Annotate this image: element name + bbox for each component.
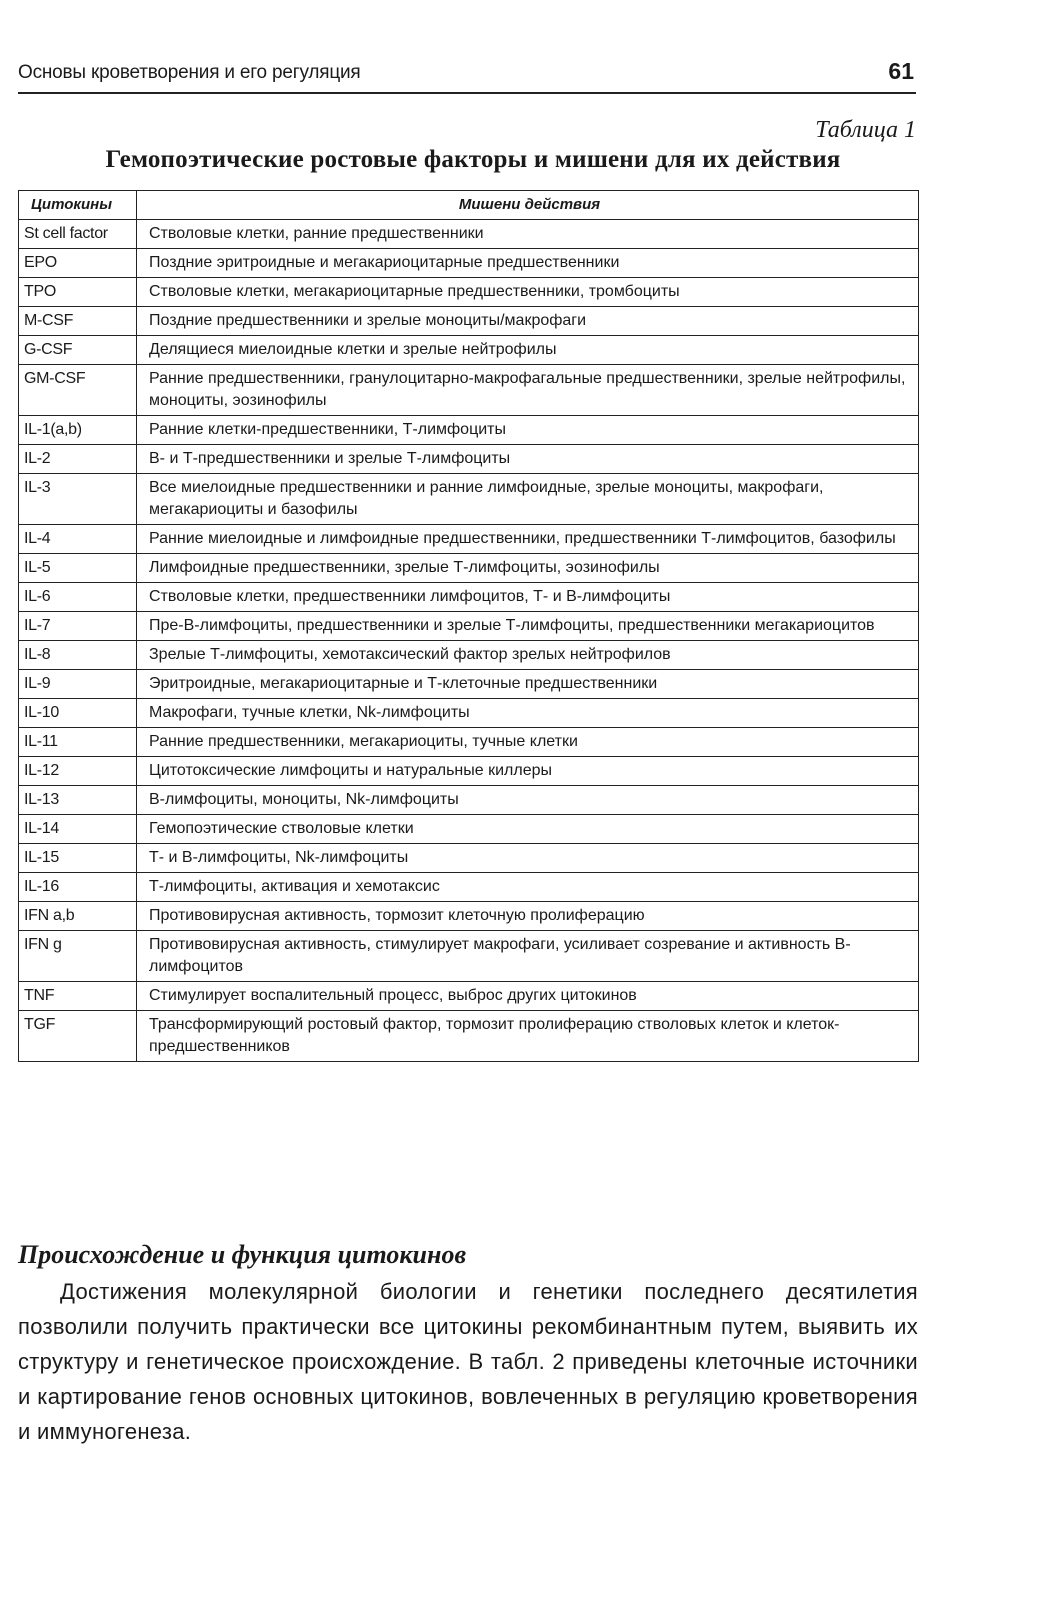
target-cell: Стимулирует воспалительный процесс, выброс других цитокинов bbox=[137, 982, 919, 1011]
cytokine-cell: IL-6 bbox=[19, 583, 137, 612]
table-body bbox=[19, 220, 919, 1062]
cytokine-cell: TGF bbox=[19, 1011, 137, 1062]
cytokine-cell: IL-8 bbox=[19, 641, 137, 670]
table-row bbox=[19, 278, 919, 307]
table-caption: Таблица 1 bbox=[815, 117, 916, 143]
table-row bbox=[19, 699, 919, 728]
cytokine-cell: St cell factor bbox=[19, 220, 137, 249]
cytokine-cell: GM-CSF bbox=[19, 365, 137, 416]
target-cell: Т-лимфоциты, активация и хемотаксис bbox=[137, 873, 919, 902]
cytokine-cell: IL-7 bbox=[19, 612, 137, 641]
target-cell: Трансформирующий ростовый фактор, тормозит пролиферацию стволовых клеток и клеток-предшественников bbox=[137, 1011, 919, 1062]
cytokine-cell: IL-16 bbox=[19, 873, 137, 902]
cytokine-cell: IL-13 bbox=[19, 786, 137, 815]
table-row bbox=[19, 416, 919, 445]
target-cell: Цитотоксические лимфоциты и натуральные киллеры bbox=[137, 757, 919, 786]
target-cell: Ранние миелоидные и лимфоидные предшественники, предшественники Т-лимфоцитов, базофилы bbox=[137, 525, 919, 554]
target-cell: Делящиеся миелоидные клетки и зрелые нейтрофилы bbox=[137, 336, 919, 365]
target-cell: Стволовые клетки, мегакариоцитарные предшественники, тромбоциты bbox=[137, 278, 919, 307]
cytokine-cell: IL-3 bbox=[19, 474, 137, 525]
cytokine-cell: IL-12 bbox=[19, 757, 137, 786]
table-row bbox=[19, 844, 919, 873]
target-cell: Все миелоидные предшественники и ранние лимфоидные, зрелые моноциты, макрофаги, мегакариоциты и базофилы bbox=[137, 474, 919, 525]
target-cell: Т- и В-лимфоциты, Nk-лимфоциты bbox=[137, 844, 919, 873]
target-cell: Макрофаги, тучные клетки, Nk-лимфоциты bbox=[137, 699, 919, 728]
running-title: Основы кроветворения и его регуляция bbox=[18, 62, 361, 83]
cytokine-cell: IL-15 bbox=[19, 844, 137, 873]
table-row bbox=[19, 445, 919, 474]
table-row bbox=[19, 815, 919, 844]
cytokine-cell: IL-2 bbox=[19, 445, 137, 474]
cytokine-cell: G-CSF bbox=[19, 336, 137, 365]
target-cell: Ранние предшественники, гранулоцитарно-макрофагальные предшественники, зрелые нейтрофилы, моноциты, эозинофилы bbox=[137, 365, 919, 416]
body-paragraph: Достижения молекулярной биологии и генетики последнего десятилетия позволили получить практически все цитокины рекомбинантным путем, выявить их структуру и генетическое происхождение. В табл. 2 приведены клеточные источники и картирование генов основных цитокинов, вовлеченных в регуляцию кроветворения и иммуногенеза. bbox=[18, 1279, 918, 1444]
table-row bbox=[19, 728, 919, 757]
target-cell: Пре-В-лимфоциты, предшественники и зрелые Т-лимфоциты, предшественники мегакариоцитов bbox=[137, 612, 919, 641]
cytokine-cell: IL-14 bbox=[19, 815, 137, 844]
table-row bbox=[19, 336, 919, 365]
target-cell: Ранние предшественники, мегакариоциты, тучные клетки bbox=[137, 728, 919, 757]
target-cell: Гемопоэтические стволовые клетки bbox=[137, 815, 919, 844]
cytokine-cell: IL-4 bbox=[19, 525, 137, 554]
table-row bbox=[19, 670, 919, 699]
table-row bbox=[19, 249, 919, 278]
cytokine-cell: IL-1(a,b) bbox=[19, 416, 137, 445]
cytokine-cell: TNF bbox=[19, 982, 137, 1011]
table-row bbox=[19, 474, 919, 525]
target-cell: Противовирусная активность, тормозит клеточную пролиферацию bbox=[137, 902, 919, 931]
target-cell: Стволовые клетки, ранние предшественники bbox=[137, 220, 919, 249]
target-cell: Зрелые Т-лимфоциты, хемотаксический фактор зрелых нейтрофилов bbox=[137, 641, 919, 670]
cytokine-cell: M-CSF bbox=[19, 307, 137, 336]
table-row bbox=[19, 554, 919, 583]
table-row bbox=[19, 982, 919, 1011]
running-header bbox=[18, 58, 916, 94]
cytokine-cell: IL-11 bbox=[19, 728, 137, 757]
cytokine-cell: IFN g bbox=[19, 931, 137, 982]
table-row bbox=[19, 902, 919, 931]
table-row bbox=[19, 786, 919, 815]
section-heading: Происхождение и функция цитокинов bbox=[18, 1240, 467, 1269]
target-cell: Противовирусная активность, стимулирует макрофаги, усиливает созревание и активность В-лимфоцитов bbox=[137, 931, 919, 982]
target-cell: В-лимфоциты, моноциты, Nk-лимфоциты bbox=[137, 786, 919, 815]
cytokine-table bbox=[18, 190, 919, 1062]
table-row bbox=[19, 307, 919, 336]
target-cell: Поздние эритроидные и мегакариоцитарные предшественники bbox=[137, 249, 919, 278]
table-row bbox=[19, 757, 919, 786]
page-number: 61 bbox=[888, 58, 914, 84]
target-cell: Поздние предшественники и зрелые моноциты/макрофаги bbox=[137, 307, 919, 336]
cytokine-cell: IFN a,b bbox=[19, 902, 137, 931]
table-row bbox=[19, 583, 919, 612]
table-row bbox=[19, 365, 919, 416]
cytokine-cell: IL-10 bbox=[19, 699, 137, 728]
table-header-row bbox=[19, 191, 919, 220]
target-cell: Стволовые клетки, предшественники лимфоцитов, Т- и В-лимфоциты bbox=[137, 583, 919, 612]
table-title: Гемопоэтические ростовые факторы и мишени для их действия bbox=[105, 146, 841, 173]
column-header-targets: Мишени действия bbox=[137, 191, 919, 220]
cytokine-cell: IL-5 bbox=[19, 554, 137, 583]
target-cell: Эритроидные, мегакариоцитарные и Т-клеточные предшественники bbox=[137, 670, 919, 699]
table-row bbox=[19, 220, 919, 249]
table-row bbox=[19, 1011, 919, 1062]
table-row bbox=[19, 873, 919, 902]
cytokine-cell: TPO bbox=[19, 278, 137, 307]
target-cell: Лимфоидные предшественники, зрелые Т-лимфоциты, эозинофилы bbox=[137, 554, 919, 583]
table-row bbox=[19, 612, 919, 641]
table-row bbox=[19, 525, 919, 554]
target-cell: В- и Т-предшественники и зрелые Т-лимфоциты bbox=[137, 445, 919, 474]
column-header-cytokines: Цитокины bbox=[19, 191, 137, 220]
cytokine-cell: IL-9 bbox=[19, 670, 137, 699]
table-row bbox=[19, 641, 919, 670]
cytokine-cell: EPO bbox=[19, 249, 137, 278]
target-cell: Ранние клетки-предшественники, Т-лимфоциты bbox=[137, 416, 919, 445]
table-row bbox=[19, 931, 919, 982]
